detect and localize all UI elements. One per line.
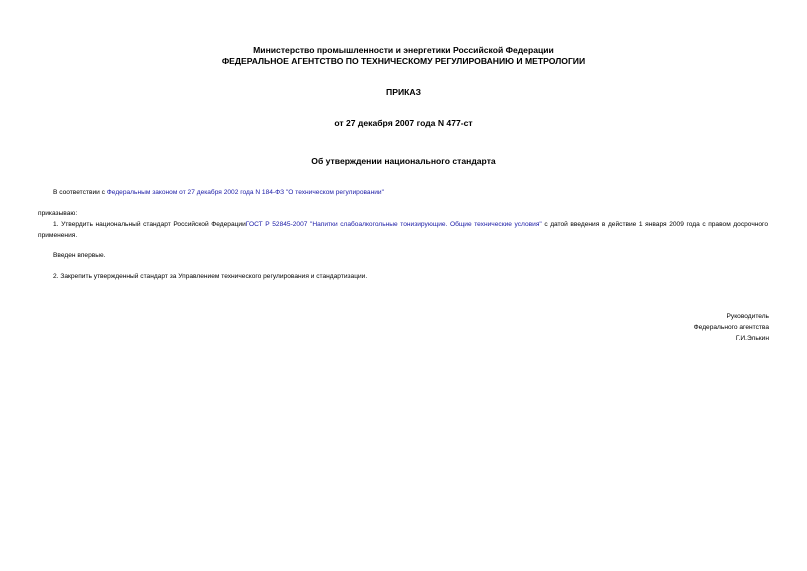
item-1-paragraph <box>38 219 768 241</box>
item-1-prefix: 1. Утвердить национальный стандарт Российской Федерации <box>53 221 246 228</box>
document-date-number: от 27 декабря 2007 года N 477-ст <box>334 118 473 128</box>
ministry-heading: Министерство промышленности и энергетики Российской Федерации <box>253 45 554 55</box>
item-1-suffix: с датой введения в действие 1 января 2009 года с правом досрочного применения. <box>38 221 768 239</box>
federal-law-link[interactable]: Федеральным законом от 27 декабря 2002 года N 184-ФЗ "О техническом регулировании" <box>106 189 384 196</box>
introduced-first-note: Введен впервые. <box>53 252 106 259</box>
signature-organization: Федерального агентства <box>693 324 769 331</box>
document-subject: Об утверждении национального стандарта <box>311 156 496 166</box>
document-type: ПРИКАЗ <box>386 87 421 97</box>
gost-standard-link[interactable]: ГОСТ Р 52845-2007 "Напитки слабоалкогольные тонизирующие. Общие технические условия" <box>245 221 542 228</box>
item-2-paragraph: 2. Закрепить утвержденный стандарт за Управлением технического регулирования и стандартизации. <box>53 273 368 280</box>
signature-name: Г.И.Элькин <box>735 335 769 342</box>
order-word: приказываю: <box>38 210 78 217</box>
signature-title: Руководитель <box>726 313 769 320</box>
preamble-paragraph <box>53 187 384 198</box>
agency-heading: ФЕДЕРАЛЬНОЕ АГЕНТСТВО ПО ТЕХНИЧЕСКОМУ РЕГУЛИРОВАНИЮ И МЕТРОЛОГИИ <box>221 56 586 66</box>
preamble-prefix: В соответствии с <box>53 189 107 196</box>
